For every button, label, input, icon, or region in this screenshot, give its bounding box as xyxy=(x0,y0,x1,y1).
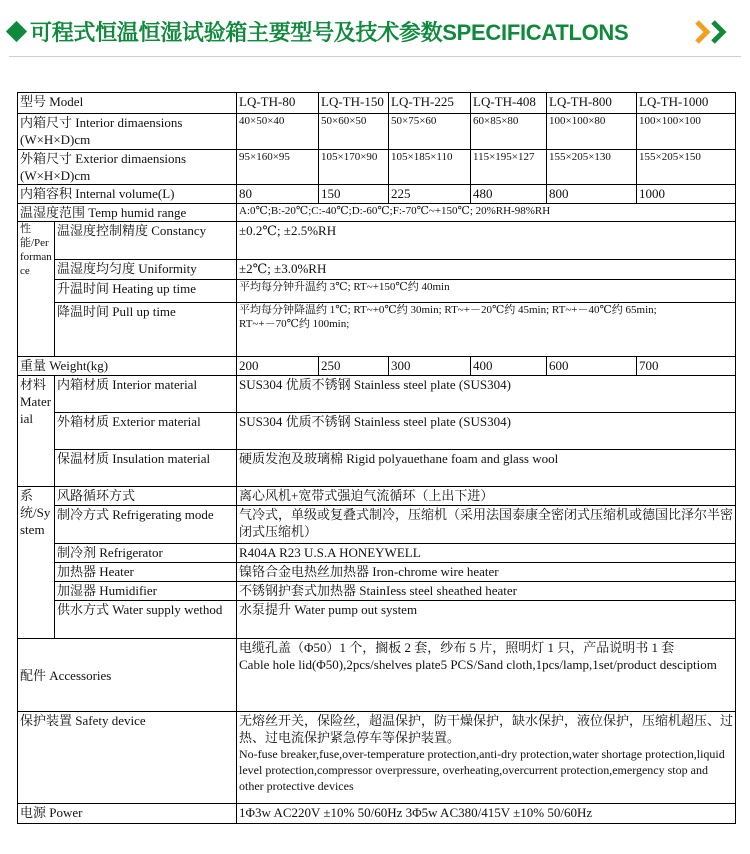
page-header xyxy=(0,0,750,62)
interior-cell: 40×50×40 xyxy=(237,114,319,150)
exterior-material-value: SUS304 优质不锈钢 Stainless steel plate (SUS304) xyxy=(237,413,736,450)
model-cell: LQ-TH-1000 xyxy=(637,93,736,114)
control-label: 温湿度控制精度 Constancy xyxy=(55,222,237,260)
weight-cell: 700 xyxy=(637,357,736,376)
double-chevron-right-icon xyxy=(694,19,732,45)
interior-cell: 60×85×80 xyxy=(471,114,547,150)
accessories-label: 配件 Accessories xyxy=(18,639,237,712)
temp-range-value: A:0℃;B:-20℃;C:-40℃;D:-60℃;F:-70℃~+150℃; 20%RH-98%RH xyxy=(237,204,736,222)
weight-cell: 250 xyxy=(319,357,389,376)
safety-label: 保护装置 Safety device xyxy=(18,712,237,804)
air-circulation-value: 离心风机+宽带式强迫气流循环（上出下进） xyxy=(237,487,736,506)
air-circulation-label: 风路循环方式 xyxy=(55,487,237,506)
accessories-value xyxy=(237,639,736,712)
table-row xyxy=(18,487,736,506)
table-row xyxy=(18,93,736,114)
water-supply-value: 水泵提升 Water pump out system xyxy=(237,601,736,639)
volume-cell: 80 xyxy=(237,185,319,204)
interior-cell: 50×60×50 xyxy=(319,114,389,150)
refrigerating-mode-value: 气冷式，单级或复叠式制冷，压缩机（采用法国泰康全密闭式压缩机或德国比泽尔半密闭式压缩机） xyxy=(237,506,736,544)
table-row xyxy=(18,150,736,185)
water-supply-label: 供水方式 Water supply wethod xyxy=(55,601,237,639)
exterior-label: 外箱尺寸 Exterior dimaensions (W×H×D)cm xyxy=(18,150,237,185)
material-label: 材料 Material xyxy=(18,376,55,487)
temp-range-label: 温湿度范围 Temp humid range xyxy=(18,204,237,222)
table-row xyxy=(18,639,736,712)
exterior-cell: 105×170×90 xyxy=(319,150,389,185)
table-row xyxy=(18,357,736,376)
table-row xyxy=(18,450,736,487)
model-cell: LQ-TH-150 xyxy=(319,93,389,114)
interior-cell: 100×100×100 xyxy=(637,114,736,150)
volume-cell: 1000 xyxy=(637,185,736,204)
header-divider xyxy=(9,56,741,57)
table-row xyxy=(18,506,736,544)
interior-material-label: 内箱材质 Interior material xyxy=(55,376,237,413)
weight-cell: 300 xyxy=(389,357,471,376)
interior-cell: 50×75×60 xyxy=(389,114,471,150)
heater-value: 镍铬合金电热丝加热器 Iron-chrome wire heater xyxy=(237,563,736,582)
refrigerator-label: 制冷剂 Refrigerator xyxy=(55,544,237,563)
table-row xyxy=(18,222,736,260)
table-row xyxy=(18,544,736,563)
table-row xyxy=(18,260,736,280)
performance-label: 性能/Performance xyxy=(18,222,55,357)
table-row xyxy=(18,376,736,413)
exterior-material-label: 外箱材质 Exterior material xyxy=(55,413,237,450)
exterior-cell: 105×185×110 xyxy=(389,150,471,185)
insulation-label: 保温材质 Insulation material xyxy=(55,450,237,487)
power-value: 1Φ3w AC220V ±10% 50/60Hz 3Φ5w AC380/415V ±10% 50/60Hz xyxy=(237,804,736,824)
cooling-line-1: 平均每分钟降温约 1℃; RT~+0℃约 30min; RT~+－20℃约 45min; RT~+－40℃约 65min; xyxy=(239,304,657,316)
model-cell: LQ-TH-800 xyxy=(547,93,637,114)
diamond-bullet-icon xyxy=(6,21,27,42)
weight-cell: 200 xyxy=(237,357,319,376)
table-row xyxy=(18,114,736,150)
cooling-label: 降温时间 Pull up time xyxy=(55,303,237,357)
control-value: ±0.2℃; ±2.5%RH xyxy=(237,222,736,260)
uniformity-label: 温湿度均匀度 Uniformity xyxy=(55,260,237,280)
heating-value: 平均每分钟升温约 3℃; RT~+150℃约 40min xyxy=(237,280,736,303)
model-cell: LQ-TH-408 xyxy=(471,93,547,114)
cooling-value xyxy=(237,303,736,357)
cooling-line-2: RT~+－70℃约 100min; xyxy=(239,318,350,330)
table-row xyxy=(18,712,736,804)
interior-cell: 100×100×80 xyxy=(547,114,637,150)
safety-line-en: No-fuse breaker,fuse,over-temperature protection,anti-dry protection,water shortage protection,liquid level protection,compressor overpressure, overheating,overcurrent protection,emergency stop and other protective devices xyxy=(239,747,725,793)
heater-label: 加热器 Heater xyxy=(55,563,237,582)
table-row xyxy=(18,204,736,222)
volume-label: 内箱容积 Internal volume(L) xyxy=(18,185,237,204)
uniformity-value: ±2℃; ±3.0%RH xyxy=(237,260,736,280)
accessories-line-en: Cable hole lid(Φ50),2pcs/shelves plate5 PCS/Sand cloth,1pcs/lamp,1set/product desciptiom xyxy=(239,657,717,672)
model-label: 型号 Model xyxy=(18,93,237,114)
table-row xyxy=(18,601,736,639)
exterior-cell: 155×205×130 xyxy=(547,150,637,185)
volume-cell: 150 xyxy=(319,185,389,204)
interior-material-value: SUS304 优质不锈钢 Stainless steel plate (SUS304) xyxy=(237,376,736,413)
spec-table xyxy=(17,92,736,824)
humidifier-label: 加湿器 Humidifier xyxy=(55,582,237,601)
table-row xyxy=(18,303,736,357)
exterior-cell: 115×195×127 xyxy=(471,150,547,185)
table-row xyxy=(18,185,736,204)
page-title: 可程式恒温恒湿试验箱主要型号及技术参数SPECIFICATLONS xyxy=(30,20,629,45)
weight-cell: 600 xyxy=(547,357,637,376)
volume-cell: 225 xyxy=(389,185,471,204)
refrigerator-value: R404A R23 U.S.A HONEYWELL xyxy=(237,544,736,563)
model-cell: LQ-TH-225 xyxy=(389,93,471,114)
table-row xyxy=(18,582,736,601)
system-label: 系统/System xyxy=(18,487,55,639)
table-row xyxy=(18,563,736,582)
refrigerating-mode-label: 制冷方式 Refrigerating mode xyxy=(55,506,237,544)
interior-label: 内箱尺寸 Interior dimaensions (W×H×D)cm xyxy=(18,114,237,150)
insulation-value: 硬质发泡及玻璃棉 Rigid polyauethane foam and glass wool xyxy=(237,450,736,487)
exterior-cell: 95×160×95 xyxy=(237,150,319,185)
safety-value xyxy=(237,712,736,804)
power-label: 电源 Power xyxy=(18,804,237,824)
humidifier-value: 不锈钢护套式加热器 StainIess steel sheathed heater xyxy=(237,582,736,601)
safety-line-cn: 无熔丝开关，保险丝，超温保护，防干燥保护，缺水保护，液位保护，压缩机超压、过热、过电流保护紧急停车等保护装置。 xyxy=(239,713,734,745)
table-row xyxy=(18,804,736,824)
weight-cell: 400 xyxy=(471,357,547,376)
table-row xyxy=(18,280,736,303)
volume-cell: 800 xyxy=(547,185,637,204)
volume-cell: 480 xyxy=(471,185,547,204)
table-row xyxy=(18,413,736,450)
accessories-line-cn: 电缆孔盖（Φ50）1 个，搁板 2 套，纱布 5 片，照明灯 1 只，产品说明书 1 套 xyxy=(239,640,675,655)
model-cell: LQ-TH-80 xyxy=(237,93,319,114)
weight-label: 重量 Weight(kg) xyxy=(18,357,237,376)
exterior-cell: 155×205×150 xyxy=(637,150,736,185)
heating-label: 升温时间 Heating up time xyxy=(55,280,237,303)
